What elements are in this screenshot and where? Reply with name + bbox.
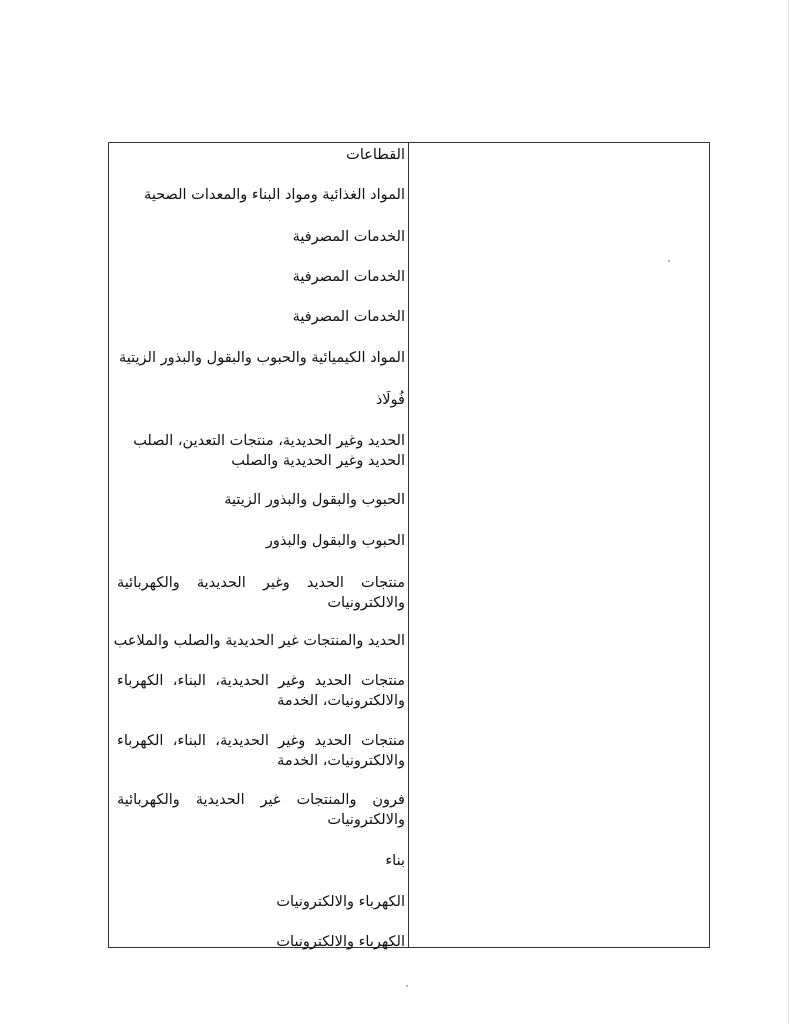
- sector-entry-7: الحديد وغير الحديدية، منتجات التعدين، الصلب الحديد وغير الحديدية والصلب: [133, 433, 405, 469]
- sectors-column-cell: [109, 143, 408, 950]
- left-column-cell: [409, 143, 709, 947]
- sector-entry-15: بناء: [385, 853, 405, 869]
- sector-entry-2: الخدمات المصرفية: [292, 229, 405, 245]
- scan-edge-line: [788, 0, 789, 1024]
- sector-entry-1: المواد الغذائية ومواد البناء والمعدات الصحية: [144, 187, 405, 203]
- sector-entry-5: المواد الكيميائية والحبوب والبقول والبذور الزيتية: [119, 350, 405, 366]
- column-header-sectors: القطاعات: [346, 147, 405, 163]
- sector-entry-17: الكهرباء والالكترونيات: [276, 934, 405, 950]
- sector-entry-9: الحبوب والبقول والبذور: [265, 533, 405, 549]
- sector-entry-14: فرون والمنتجات غير الحديدية والكهربائية والالكترونيات: [117, 792, 405, 828]
- sector-entry-16: الكهرباء والالكترونيات: [276, 894, 405, 910]
- scan-speck: [668, 260, 670, 262]
- sector-entry-3: الخدمات المصرفية: [292, 269, 405, 285]
- sector-entry-6: فُولَاذ: [375, 392, 405, 408]
- sector-entry-13: منتجات الحديد وغير الحديدية، البناء، الكهرباء والالكترونيات، الخدمة: [117, 733, 405, 769]
- sector-entry-4: الخدمات المصرفية: [292, 309, 405, 325]
- sectors-table: [108, 142, 710, 948]
- sector-entry-8: الحبوب والبقول والبذور الزيتية: [224, 492, 405, 508]
- sector-entry-12: منتجات الحديد وغير الحديدية، البناء، الكهرباء والالكترونيات، الخدمة: [117, 673, 405, 709]
- sector-entry-10: منتجات الحديد وغير الحديدية والكهربائية والالكترونيات: [117, 575, 405, 611]
- scan-speck: [406, 985, 408, 987]
- sector-entry-11: الحديد والمنتجات غير الحديدية والصلب والملاعب: [113, 633, 405, 649]
